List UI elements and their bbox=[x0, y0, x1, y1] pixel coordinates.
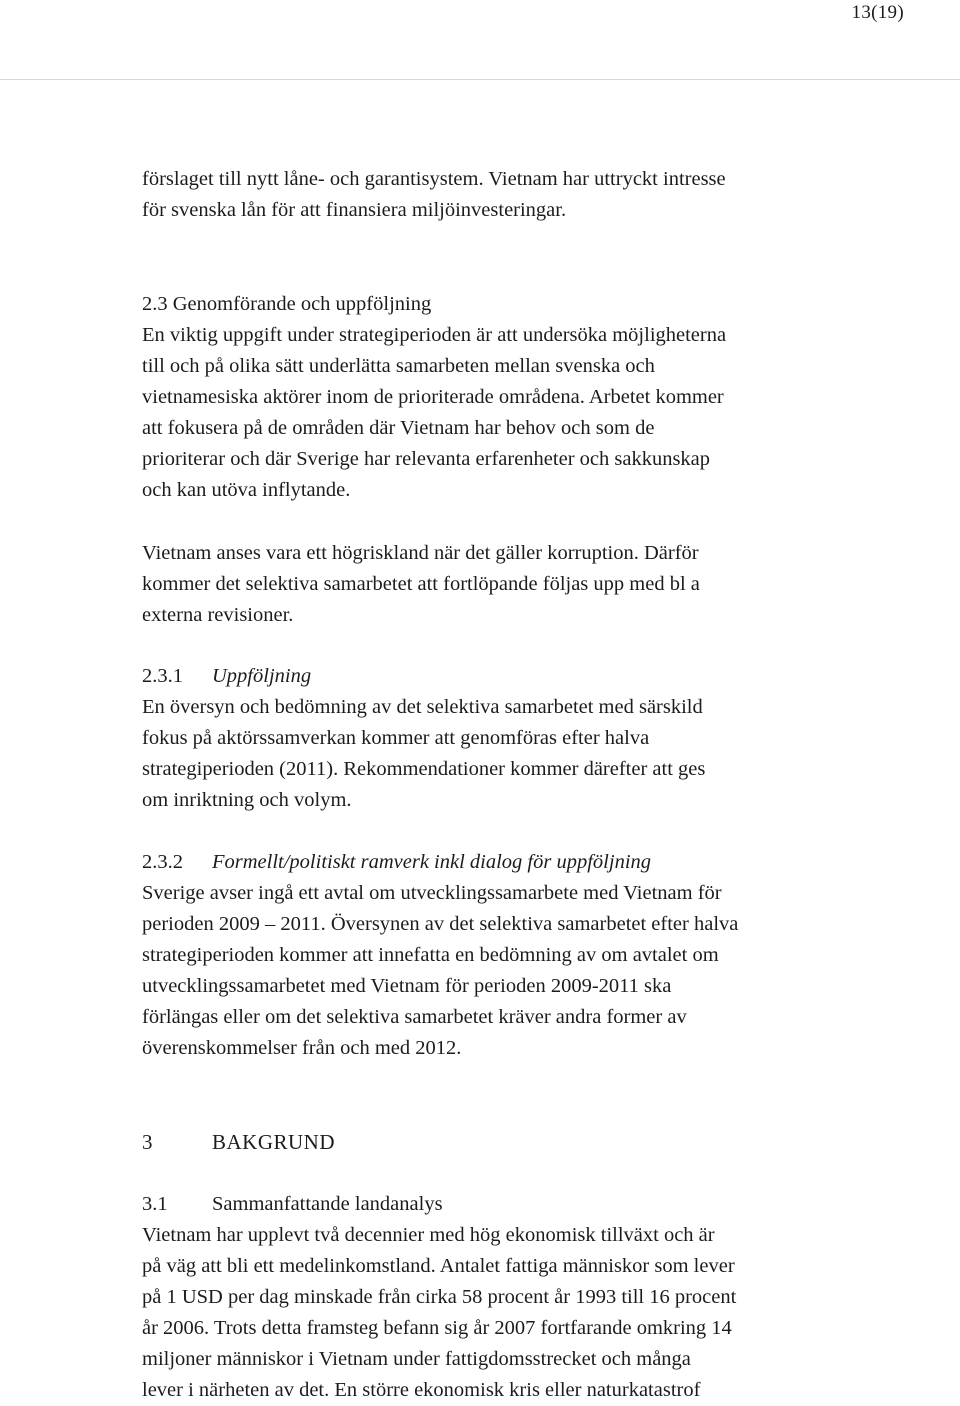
text-line: Sverige avser ingå ett avtal om utvecklingssamarbete med Vietnam för bbox=[142, 882, 722, 904]
header-divider bbox=[0, 79, 960, 80]
text-line: vietnamesiska aktörer inom de prioriterade områdena. Arbetet kommer bbox=[142, 386, 724, 408]
subsection-number: 2.3.1 bbox=[142, 665, 183, 687]
document-body bbox=[142, 164, 862, 1406]
subsection-heading bbox=[142, 661, 862, 692]
text-line: och kan utöva inflytande. bbox=[142, 479, 351, 501]
text-line: år 2006. Trots detta framsteg befann sig år 2007 fortfarande omkring 14 bbox=[142, 1317, 732, 1339]
section-number: 3.1 bbox=[142, 1193, 168, 1215]
text-line: överenskommelser från och med 2012. bbox=[142, 1037, 462, 1059]
text-line: till och på olika sätt underlätta samarbeten mellan svenska och bbox=[142, 355, 655, 377]
text-line: fokus på aktörssamverkan kommer att genomföras efter halva bbox=[142, 727, 650, 749]
subsection-2-3-2 bbox=[142, 847, 862, 1064]
paragraph-intro bbox=[142, 164, 862, 226]
section-heading bbox=[142, 1189, 862, 1220]
text-line: utvecklingssamarbetet med Vietnam för perioden 2009-2011 ska bbox=[142, 975, 672, 997]
text-line: på väg att bli ett medelinkomstland. Antalet fattiga människor som lever bbox=[142, 1255, 735, 1277]
text-line: om inriktning och volym. bbox=[142, 789, 352, 811]
page-number: 13(19) bbox=[851, 2, 904, 23]
text-line: Vietnam anses vara ett högriskland när det gäller korruption. Därför bbox=[142, 542, 699, 564]
text-line: perioden 2009 – 2011. Översynen av det selektiva samarbetet efter halva bbox=[142, 913, 739, 935]
section-title: Sammanfattande landanalys bbox=[212, 1193, 443, 1215]
text-line: prioriterar och där Sverige har relevanta erfarenheter och sakkunskap bbox=[142, 448, 711, 470]
section-heading: 2.3 Genomförande och uppföljning bbox=[142, 293, 432, 315]
subsection-title: Uppföljning bbox=[212, 665, 312, 687]
text-line: externa revisioner. bbox=[142, 604, 294, 626]
text-line: En översyn och bedömning av det selektiva samarbetet med särskild bbox=[142, 696, 703, 718]
text-line: på 1 USD per dag minskade från cirka 58 procent år 1993 till 16 procent bbox=[142, 1286, 737, 1308]
chapter-heading bbox=[142, 1127, 862, 1158]
text-line: miljoner människor i Vietnam under fattigdomsstrecket och många bbox=[142, 1348, 691, 1370]
text-line: Vietnam har upplevt två decennier med hög ekonomisk tillväxt och är bbox=[142, 1224, 715, 1246]
subsection-number: 2.3.2 bbox=[142, 851, 183, 873]
text-line: att fokusera på de områden där Vietnam har behov och som de bbox=[142, 417, 655, 439]
text-line: lever i närheten av det. En större ekonomisk kris eller naturkatastrof bbox=[142, 1379, 701, 1401]
chapter-title: BAKGRUND bbox=[212, 1130, 336, 1154]
subsection-heading bbox=[142, 847, 862, 878]
subsection-title: Formellt/politiskt ramverk inkl dialog för uppföljning bbox=[212, 851, 652, 873]
text-line: förlängas eller om det selektiva samarbetet kräver andra former av bbox=[142, 1006, 687, 1028]
text-line: kommer det selektiva samarbetet att fortlöpande följas upp med bl a bbox=[142, 573, 700, 595]
subsection-2-3-1 bbox=[142, 661, 862, 816]
section-2-3 bbox=[142, 289, 862, 506]
text-line: strategiperioden kommer att innefatta en bedömning av om avtalet om bbox=[142, 944, 719, 966]
section-3-1 bbox=[142, 1189, 862, 1406]
chapter-number: 3 bbox=[142, 1130, 153, 1154]
text-line: strategiperioden (2011). Rekommendationer kommer därefter att ges bbox=[142, 758, 706, 780]
text-line: för svenska lån för att finansiera miljöinvesteringar. bbox=[142, 199, 567, 221]
text-line: En viktig uppgift under strategiperioden är att undersöka möjligheterna bbox=[142, 324, 727, 346]
paragraph-corruption bbox=[142, 538, 862, 631]
text-line: förslaget till nytt låne- och garantisystem. Vietnam har uttryckt intresse bbox=[142, 168, 726, 190]
